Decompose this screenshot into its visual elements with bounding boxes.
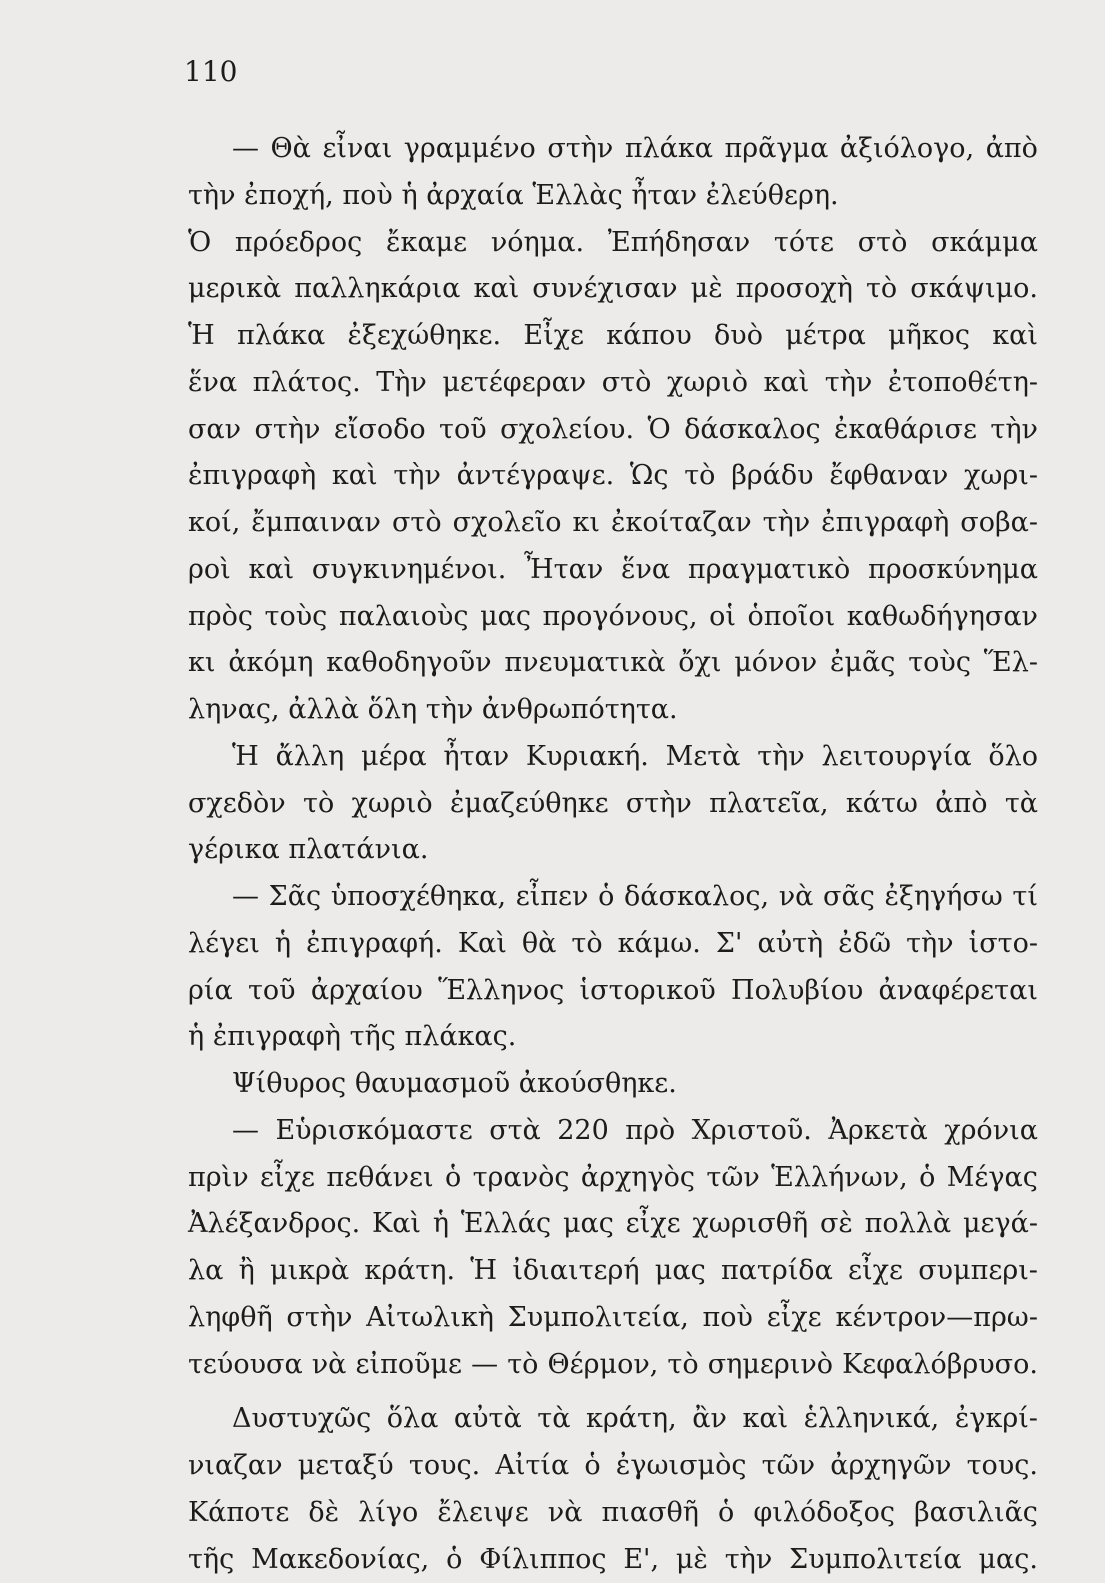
text-line: πρὶν εἶχε πεθάνει ὁ τρανὸς ἀρχηγὸς τῶν Ἑλλήνων, ὁ Μέγας [188,1155,1038,1202]
text-line: τὴν ἐποχή, ποὺ ἡ ἀρχαία Ἑλλὰς ἦταν ἐλεύθερη. [188,173,1038,220]
text-line: ροὶ καὶ συγκινημένοι. Ἦταν ἕνα πραγματικὸ προσκύνημα [188,547,1038,594]
page-number: 110 [184,52,237,92]
text-line: κοί, ἔμπαιναν στὸ σχολεῖο κι ἐκοίταζαν τὴν ἐπιγραφὴ σοβα- [188,500,1038,547]
text-line: Ἡ ἄλλη μέρα ἦταν Κυριακή. Μετὰ τὴν λειτουργία ὅλο [188,734,1038,781]
text-line: — Εὑρισκόμαστε στὰ 220 πρὸ Χριστοῦ. Ἀρκετὰ χρόνια [188,1108,1038,1155]
text-line: Ὁ πρόεδρος ἔκαμε νόημα. Ἐπήδησαν τότε στὸ σκάμμα [188,220,1038,267]
text-line: Κάποτε δὲ λίγο ἔλειψε νὰ πιασθῆ ὁ φιλόδοξος βασιλιᾶς [188,1490,1038,1537]
text-line: ἐπιγραφὴ καὶ τὴν ἀντέγραψε. Ὡς τὸ βράδυ ἔφθαναν χωρι- [188,453,1038,500]
text-line: τεύουσα νὰ εἰποῦμε — τὸ Θέρμον, τὸ σημερινὸ Κεφαλόβρυσο. [188,1342,1038,1389]
text-line: Δυστυχῶς ὅλα αὐτὰ τὰ κράτη, ἂν καὶ ἑλληνικά, ἐγκρί- [188,1396,1038,1443]
text-line: μερικὰ παλληκάρια καὶ συνέχισαν μὲ προσοχὴ τὸ σκάψιμο. [188,266,1038,313]
text-line: ληνας, ἀλλὰ ὅλη τὴν ἀνθρωπότητα. [188,687,1038,734]
text-line: — Θὰ εἶναι γραμμένο στὴν πλάκα πρᾶγμα ἀξιόλογο, ἀπὸ [188,126,1038,173]
text-line: ρία τοῦ ἀρχαίου Ἕλληνος ἱστορικοῦ Πολυβίου ἀναφέρεται [188,968,1038,1015]
text-line: ἕνα πλάτος. Τὴν μετέφεραν στὸ χωριὸ καὶ τὴν ἐτοποθέτη- [188,360,1038,407]
text-line: Ἀλέξανδρος. Καὶ ἡ Ἑλλάς μας εἶχε χωρισθῆ σὲ πολλὰ μεγά- [188,1201,1038,1248]
text-line: λα ἢ μικρὰ κράτη. Ἡ ἰδιαιτερή μας πατρίδα εἶχε συμπερι- [188,1248,1038,1295]
text-line: γέρικα πλατάνια. [188,827,1038,874]
text-line: λέγει ἡ ἐπιγραφή. Καὶ θὰ τὸ κάμω. Σ' αὐτὴ ἐδῶ τὴν ἱστο- [188,921,1038,968]
text-line: ἡ ἐπιγραφὴ τῆς πλάκας. [188,1014,1038,1061]
text-line: Ψίθυρος θαυμασμοῦ ἀκούσθηκε. [188,1061,1038,1108]
text-line: Ἡ πλάκα ἐξεχώθηκε. Εἶχε κάπου δυὸ μέτρα μῆκος καὶ [188,313,1038,360]
text-line: πρὸς τοὺς παλαιοὺς μας προγόνους, οἱ ὁποῖοι καθωδήγησαν [188,594,1038,641]
text-line: — Σᾶς ὑποσχέθηκα, εἶπεν ὁ δάσκαλος, νὰ σᾶς ἐξηγήσω τί [188,874,1038,921]
text-line: τῆς Μακεδονίας, ὁ Φίλιππος Ε', μὲ τὴν Συμπολιτεία μας. [188,1537,1038,1583]
text-line: σχεδὸν τὸ χωριὸ ἐμαζεύθηκε στὴν πλατεῖα, κάτω ἀπὸ τὰ [188,781,1038,828]
text-line: κι ἀκόμη καθοδηγοῦν πνευματικὰ ὄχι μόνον ἐμᾶς τοὺς Ἕλ- [188,640,1038,687]
body-text [188,126,1038,1583]
text-line: νιαζαν μεταξύ τους. Αἰτία ὁ ἐγωισμὸς τῶν ἀρχηγῶν τους. [188,1443,1038,1490]
text-line: ληφθῆ στὴν Αἰτωλικὴ Συμπολιτεία, ποὺ εἶχε κέντρον—πρω- [188,1295,1038,1342]
text-line: σαν στὴν εἴσοδο τοῦ σχολείου. Ὁ δάσκαλος ἐκαθάρισε τὴν [188,407,1038,454]
